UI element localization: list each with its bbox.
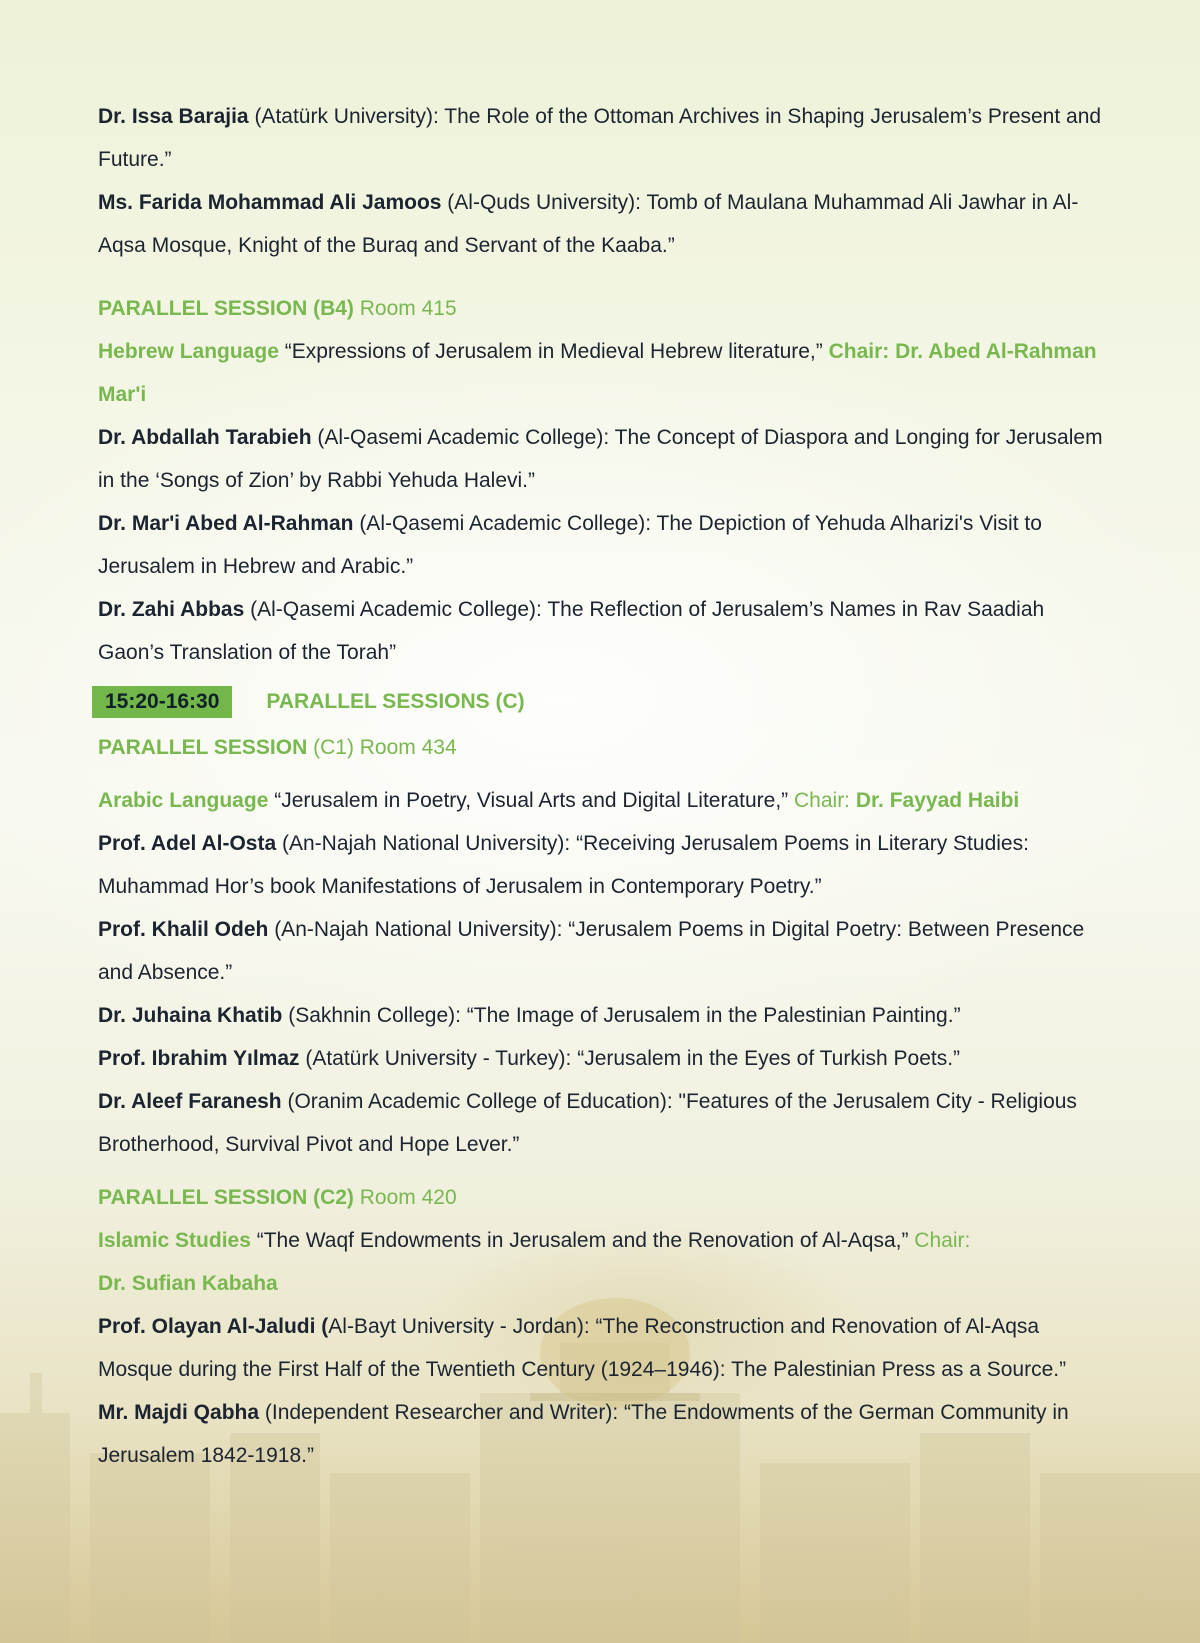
talk-entry: [98, 994, 1108, 1037]
speaker-name: Prof. Ibrahim Yılmaz: [98, 1047, 300, 1070]
speaker-name: Ms. Farida Mohammad Ali Jamoos: [98, 191, 442, 214]
talk-entry: [98, 1391, 1108, 1477]
speaker-name: Prof. Olayan Al-Jaludi (: [98, 1315, 329, 1338]
speaker-name: Dr. Abdallah Tarabieh: [98, 426, 312, 449]
talk-entry: [98, 502, 1108, 588]
previous-session-talks: [98, 95, 1108, 267]
session-header: [98, 726, 1108, 769]
talk-text: Al-Bayt University - Jordan): “The Reconstruction and Renovation of Al-Aqsa Mosque during the First Half of the Twentieth Century (1924–1946): The Palestinian Press as a Source.”: [98, 1315, 1067, 1381]
session-chair-label: Chair:: [794, 789, 856, 812]
talk-entry: [98, 1305, 1108, 1391]
talk-entry: [98, 181, 1108, 267]
talk-text: (An-Najah National University): “Receiving Jerusalem Poems in Literary Studies: Muhammad Hor’s book Manifestations of Jerusalem in Contemporary Poetry.”: [98, 832, 1029, 898]
time-badge: 15:20-16:30: [92, 686, 232, 718]
time-slot-c: [92, 682, 1108, 722]
speaker-name: Dr. Aleef Faranesh: [98, 1090, 282, 1113]
speaker-name: Prof. Adel Al-Osta: [98, 832, 277, 855]
session-title: “Expressions of Jerusalem in Medieval Hebrew literature,”: [278, 340, 829, 363]
session-label: PARALLEL SESSION: [98, 736, 308, 759]
session-room: (C1) Room 434: [307, 736, 457, 759]
session-topic: Arabic Language: [98, 789, 269, 812]
talk-entry: [98, 1080, 1108, 1166]
talk-entry: [98, 416, 1108, 502]
session-topic: Hebrew Language: [98, 340, 279, 363]
session-chair-name: Dr. Fayyad Haibi: [855, 789, 1020, 812]
session-topic-line: [98, 779, 1108, 822]
session-chair-name: Dr. Sufian Kabaha: [98, 1272, 278, 1295]
session-header: [98, 287, 1108, 330]
session-label: PARALLEL SESSION (C2): [98, 1186, 354, 1209]
parallel-session-b4: [98, 287, 1108, 674]
session-label: PARALLEL SESSION (B4): [98, 297, 354, 320]
talk-text: (An-Najah National University): “Jerusalem Poems in Digital Poetry: Between Presence and Absence.”: [98, 918, 1085, 984]
speaker-name: Dr. Issa Barajia: [98, 105, 249, 128]
slot-title: PARALLEL SESSIONS (C): [266, 690, 525, 713]
speaker-name: Dr. Zahi Abbas: [98, 598, 245, 621]
talk-entry: [98, 822, 1108, 908]
speaker-name: Mr. Majdi Qabha: [98, 1401, 260, 1424]
talk-entry: [98, 95, 1108, 181]
session-chair-label: Chair:: [914, 1229, 971, 1252]
talk-entry: [98, 1037, 1108, 1080]
talk-text: (Al-Qasemi Academic College): The Depiction of Yehuda Alharizi's Visit to Jerusalem in Hebrew and Arabic.”: [98, 512, 1042, 578]
session-topic: Islamic Studies: [98, 1229, 251, 1252]
session-room: Room 415: [353, 297, 457, 320]
speaker-name: Dr. Mar'i Abed Al-Rahman: [98, 512, 354, 535]
talk-entry: [98, 908, 1108, 994]
session-topic-line: [98, 330, 1108, 416]
talk-text: (Al-Qasemi Academic College): The Concept of Diaspora and Longing for Jerusalem in the ‘Songs of Zion’ by Rabbi Yehuda Halevi.”: [98, 426, 1103, 492]
talk-text: (Independent Researcher and Writer): “The Endowments of the German Community in Jerusalem 1842-1918.”: [98, 1401, 1069, 1467]
program-content: [98, 95, 1108, 1477]
session-header: [98, 1176, 1108, 1219]
talk-text: (Sakhnin College): “The Image of Jerusalem in the Palestinian Painting.”: [282, 1004, 961, 1027]
speaker-name: Dr. Juhaina Khatib: [98, 1004, 283, 1027]
talk-text: (Al-Quds University): Tomb of Maulana Muhammad Ali Jawhar in Al-Aqsa Mosque, Knight of the Buraq and Servant of the Kaaba.”: [98, 191, 1079, 257]
talk-text: (Oranim Academic College of Education): "Features of the Jerusalem City - Religious Brotherhood, Survival Pivot and Hope Lever.”: [98, 1090, 1077, 1156]
session-title: “The Waqf Endowments in Jerusalem and the Renovation of Al-Aqsa,”: [250, 1229, 915, 1252]
speaker-name: Prof. Khalil Odeh: [98, 918, 269, 941]
session-chair: Chair: Dr. Abed Al-Rahman Mar'i: [98, 340, 1097, 406]
talk-text: (Atatürk University - Turkey): “Jerusalem in the Eyes of Turkish Poets.”: [299, 1047, 961, 1070]
talk-entry: [98, 588, 1108, 674]
parallel-session-c2: [98, 1176, 1108, 1477]
session-title: “Jerusalem in Poetry, Visual Arts and Digital Literature,”: [268, 789, 794, 812]
talk-text: (Al-Qasemi Academic College): The Reflection of Jerusalem’s Names in Rav Saadiah Gaon’s Translation of the Torah”: [98, 598, 1045, 664]
session-topic-line: [98, 1219, 1108, 1305]
parallel-session-c1: [98, 726, 1108, 1166]
talk-text: (Atatürk University): The Role of the Ottoman Archives in Shaping Jerusalem’s Present and Future.”: [98, 105, 1102, 171]
session-room: Room 420: [353, 1186, 457, 1209]
